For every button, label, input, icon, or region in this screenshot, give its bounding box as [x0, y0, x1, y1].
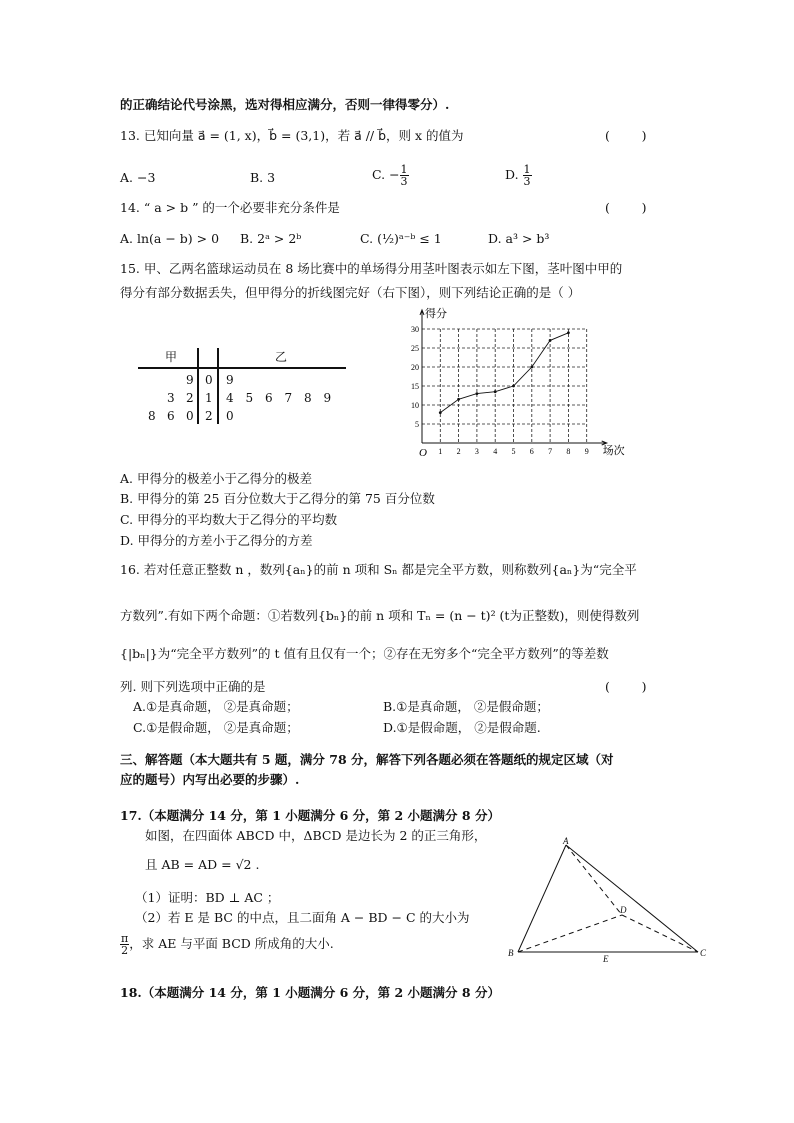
q17-part-1: （1）证明：BD ⊥ AC ；: [135, 890, 280, 905]
q14-stem: 14. “ a > b ” 的一个必要非充分条件是: [120, 200, 340, 215]
leaf-jia: 2: [186, 391, 194, 405]
x-tick-label: 5: [511, 447, 516, 456]
q17-part-2: （2）若 E 是 BC 的中点，且二面角 A − BD − C 的大小为: [135, 910, 470, 925]
leaf-yi: 9: [226, 373, 234, 387]
x-tick-label: 4: [493, 447, 498, 456]
q15-line-2: 得分有部分数据丢失，但甲得分的折线图完好（右下图），则下列结论正确的是（ ）: [120, 285, 581, 300]
y-tick-label: 20: [411, 363, 419, 372]
numerator: π: [121, 932, 129, 945]
data-point: [567, 331, 570, 334]
denominator: 3: [400, 175, 408, 188]
leaf-yi: 5: [245, 391, 254, 405]
stem-leaf-left-header: 甲: [165, 350, 178, 364]
stem-leaf-divider-right: [217, 348, 219, 424]
y-tick-label: 25: [411, 344, 419, 353]
q13-option-a: A. −3: [120, 170, 156, 185]
data-point: [512, 385, 515, 388]
stem: 2: [205, 409, 213, 423]
q13-stem: 13. 已知向量 a⃗ = (1, x)，b⃗ = (3,1)，若 a⃗ // b⃗，则 x 的值为: [120, 128, 464, 143]
edge-cd: [622, 915, 698, 952]
vertex-c-label: C: [700, 948, 707, 958]
x-tick-label: 1: [438, 447, 443, 456]
q15-option-a: A. 甲得分的极差小于乙得分的极差: [120, 471, 312, 486]
q16-option-c: C.①是假命题， ②是真命题；: [133, 720, 299, 735]
numerator: 1: [400, 163, 408, 176]
edge-ab: [518, 845, 566, 952]
vertex-d-label: D: [620, 905, 627, 915]
y-axis-label: 得分: [425, 308, 447, 320]
q14-option-b: B. 2ᵃ > 2ᵇ: [240, 231, 302, 246]
denominator: 3: [523, 175, 531, 188]
y-tick-label: 10: [411, 401, 419, 410]
stem-leaf-header-rule: [138, 367, 346, 369]
q15-line-1: 15. 甲、乙两名篮球运动员在 8 场比赛中的单场得分用茎叶图表示如左下图，茎叶图中甲的: [120, 261, 623, 276]
score-line-chart: [405, 305, 645, 465]
leaf-yi: 9: [323, 391, 332, 405]
stem-leaf-right-header: 乙: [275, 350, 288, 364]
data-point: [476, 392, 479, 395]
y-tick-label: 5: [415, 420, 419, 429]
q16-line-3: {|bₙ|}为“完全平方数列”的 t 值有且仅有一个；②存在无穷多个“完全平方数列”的等差数: [120, 646, 609, 661]
x-tick-label: 3: [474, 447, 479, 456]
q13-option-d-label: D.: [505, 167, 523, 182]
x-tick-label: 9: [584, 447, 589, 456]
y-tick-label: 30: [411, 325, 419, 334]
leaf-jia: 0: [186, 409, 194, 423]
leaf-jia: 6: [167, 409, 175, 423]
q13-option-b: B. 3: [250, 170, 276, 185]
leaf-yi: 8: [304, 391, 312, 405]
section-3-heading-cont: 应的题号）内写出必要的步骤）.: [120, 772, 300, 787]
q14-option-a: A. ln(a − b) > 0: [120, 231, 220, 246]
x-tick-label: 6: [529, 447, 534, 456]
stem-leaf-divider-left: [197, 348, 199, 424]
q17-header: 17.（本题满分 14 分，第 1 小题满分 6 分，第 2 小题满分 8 分）: [120, 808, 500, 823]
section-3-heading: 三、解答题（本大题共有 5 题，满分 78 分，解答下列各题必须在答题纸的规定区域（对: [120, 752, 614, 767]
q13-answer-blank: ( ): [605, 128, 647, 143]
q15-option-b: B. 甲得分的第 25 百分位数大于乙得分的第 75 百分位数: [120, 491, 435, 506]
edge-bd: [518, 915, 622, 952]
leaf-yi: 6: [265, 391, 273, 405]
q16-answer-blank: ( ): [605, 679, 647, 694]
q16-option-b: B.①是真命题， ②是假命题；: [383, 699, 549, 714]
denominator: 2: [121, 944, 129, 957]
leaf-jia: 3: [167, 391, 175, 405]
stem: 0: [205, 373, 213, 387]
origin-label: O: [419, 447, 427, 459]
edge-ad: [566, 845, 622, 915]
data-point: [457, 398, 460, 401]
q13-option-c: [372, 164, 409, 187]
q13-option-d: [505, 164, 532, 187]
data-point: [439, 411, 442, 414]
q16-line-2: 方数列”.有如下两个命题：①若数列{bₙ}的前 n 项和 Tₙ = (n − t)² (t为正整数)，则使得数列: [120, 608, 640, 623]
point-e-label: E: [603, 954, 609, 964]
stem: 1: [205, 391, 213, 405]
data-point: [549, 339, 552, 342]
q18-header: 18.（本题满分 14 分，第 1 小题满分 6 分，第 2 小题满分 8 分）: [120, 985, 500, 1000]
q15-option-d: D. 甲得分的方差小于乙得分的方差: [120, 533, 313, 548]
q17-part-2-cont: [120, 933, 334, 956]
q16-option-d: D.①是假命题， ②是假命题.: [383, 720, 541, 735]
leaf-jia: 8: [148, 409, 156, 423]
x-axis-label: 场次: [602, 445, 625, 457]
leaf-yi: 0: [226, 409, 234, 423]
q17-line-2: 且 AB = AD = √2 .: [145, 857, 260, 872]
q17-part-2-text: ，求 AE 与平面 BCD 所成角的大小.: [129, 936, 334, 951]
fraction: [400, 164, 409, 187]
tetrahedron-figure: [500, 835, 715, 970]
q15-option-c: C. 甲得分的平均数大于乙得分的平均数: [120, 512, 338, 527]
score-series-line: [440, 333, 568, 413]
q14-option-d: D. a³ > b³: [488, 231, 550, 246]
instruction-continuation: 的正确结论代号涂黑，选对得相应满分，否则一律得零分）.: [120, 97, 450, 112]
q16-line-4: 列. 则下列选项中正确的是: [120, 679, 266, 694]
q16-line-1: 16. 若对任意正整数 n ，数列{aₙ}的前 n 项和 Sₙ 都是完全平方数，则称数列{aₙ}为“完全平: [120, 562, 637, 577]
vertex-b-label: B: [508, 948, 514, 958]
x-tick-label: 8: [566, 447, 571, 456]
fraction: [523, 164, 532, 187]
leaf-jia: 9: [186, 373, 194, 387]
numerator: 1: [523, 163, 531, 176]
x-tick-label: 7: [548, 447, 553, 456]
q14-answer-blank: ( ): [605, 200, 647, 215]
q17-line-1: 如图，在四面体 ABCD 中，ΔBCD 是边长为 2 的正三角形，: [145, 828, 487, 843]
data-point: [530, 366, 533, 369]
leaf-yi: 4: [226, 391, 234, 405]
q14-option-c: C. (½)ᵃ⁻ᵇ ≤ 1: [360, 231, 442, 246]
data-point: [494, 390, 497, 393]
y-tick-label: 15: [411, 382, 419, 391]
vertex-a-label: A: [563, 836, 569, 846]
x-tick-label: 2: [456, 447, 461, 456]
q13-option-c-label: C. −: [372, 167, 400, 182]
edge-ac: [566, 845, 698, 952]
q16-option-a: A.①是真命题， ②是真命题；: [133, 699, 299, 714]
pi-over-2: [120, 933, 129, 956]
leaf-yi: 7: [284, 391, 293, 405]
